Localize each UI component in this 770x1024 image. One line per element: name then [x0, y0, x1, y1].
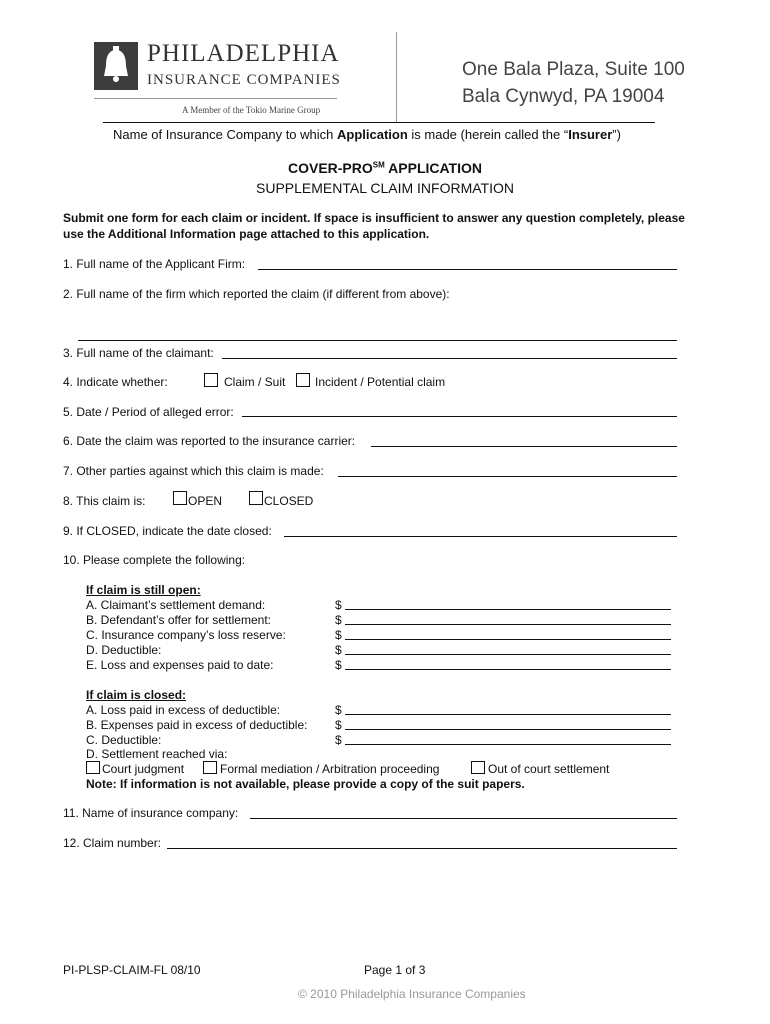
- closed-section-heading: If claim is closed:: [86, 688, 187, 702]
- q3-label: 3. Full name of the claimant:: [63, 346, 214, 360]
- incident-label: Incident / Potential claim: [315, 375, 446, 389]
- open-checkbox[interactable]: [173, 491, 187, 505]
- claim-suit-checkbox[interactable]: [204, 373, 218, 387]
- address-line1: One Bala Plaza, Suite 100: [462, 59, 685, 80]
- q7-field[interactable]: [338, 476, 677, 477]
- dollar-sign: $: [335, 628, 342, 642]
- q5-label: 5. Date / Period of alleged error:: [63, 405, 234, 419]
- q7-label: 7. Other parties against which this claim is made:: [63, 464, 324, 478]
- open-item-e: E. Loss and expenses paid to date:: [86, 658, 274, 672]
- open-amount-e-field[interactable]: [345, 669, 671, 670]
- open-item-d: D. Deductible:: [86, 643, 162, 657]
- form-title: COVER-PRO℠ APPLICATION: [287, 160, 483, 176]
- open-section-heading: If claim is still open:: [86, 583, 201, 597]
- open-item-c: C. Insurance company’s loss reserve:: [86, 628, 286, 642]
- q12-field[interactable]: [167, 848, 677, 849]
- closed-label: CLOSED: [264, 494, 314, 508]
- closed-amount-c-field[interactable]: [345, 744, 671, 745]
- claim-suit-label: Claim / Suit: [224, 375, 286, 389]
- dollar-sign: $: [335, 718, 342, 732]
- q1-field[interactable]: [258, 269, 677, 270]
- dollar-sign: $: [335, 643, 342, 657]
- dollar-sign: $: [335, 598, 342, 612]
- insurer-name-line[interactable]: [103, 122, 655, 123]
- court-judgment-checkbox[interactable]: [86, 761, 100, 774]
- q9-field[interactable]: [284, 536, 677, 537]
- out-of-court-checkbox[interactable]: [471, 761, 485, 774]
- logo-divider: [94, 98, 337, 99]
- q9-label: 9. If CLOSED, indicate the date closed:: [63, 524, 272, 538]
- q12-label: 12. Claim number:: [63, 836, 162, 850]
- q10-label: 10. Please complete the following:: [63, 553, 246, 567]
- form-subtitle: SUPPLEMENTAL CLAIM INFORMATION: [256, 180, 514, 196]
- closed-item-b: B. Expenses paid in excess of deductible:: [86, 718, 308, 732]
- q8-label: 8. This claim is:: [63, 494, 146, 508]
- closed-amount-b-field[interactable]: [345, 729, 671, 730]
- incident-checkbox[interactable]: [296, 373, 310, 387]
- logo-line2: INSURANCE COMPANIES: [147, 72, 341, 88]
- dollar-sign: $: [335, 658, 342, 672]
- q1-label: 1. Full name of the Applicant Firm:: [63, 257, 246, 271]
- note: Note: If information is not available, please provide a copy of the suit papers.: [86, 777, 525, 791]
- q6-label: 6. Date the claim was reported to the insurance carrier:: [63, 434, 356, 448]
- liberty-bell-icon: [94, 42, 138, 90]
- q3-field[interactable]: [222, 358, 677, 359]
- open-amount-b-field[interactable]: [345, 624, 671, 625]
- instructions: Submit one form for each claim or incident. If space is insufficient to answer any question completely, please use the Additional Information page attached to this application.: [63, 211, 685, 241]
- court-judgment-label: Court judgment: [102, 762, 185, 776]
- page-number: Page 1 of 3: [364, 963, 426, 977]
- open-amount-c-field[interactable]: [345, 639, 671, 640]
- q5-field[interactable]: [242, 416, 677, 417]
- insurer-caption: Name of Insurance Company to which Application is made (herein called the “Insurer”): [113, 127, 621, 142]
- address-line2: Bala Cynwyd, PA 19004: [462, 86, 665, 107]
- open-amount-a-field[interactable]: [345, 609, 671, 610]
- open-label: OPEN: [188, 494, 223, 508]
- form-id: PI-PLSP-CLAIM-FL 08/10: [63, 963, 201, 977]
- tagline: A Member of the Tokio Marine Group: [182, 105, 321, 115]
- q2-label: 2. Full name of the firm which reported the claim (if different from above):: [63, 287, 450, 301]
- out-of-court-label: Out of court settlement: [488, 762, 610, 776]
- q4-label: 4. Indicate whether:: [63, 375, 168, 389]
- copyright: © 2010 Philadelphia Insurance Companies: [298, 987, 526, 1001]
- logo-line1: PHILADELPHIA: [147, 40, 340, 67]
- q2-field[interactable]: [78, 340, 677, 341]
- q11-field[interactable]: [250, 818, 677, 819]
- dollar-sign: $: [335, 703, 342, 717]
- company-logo: [94, 42, 138, 90]
- closed-amount-a-field[interactable]: [345, 714, 671, 715]
- closed-item-d: D. Settlement reached via:: [86, 747, 228, 761]
- q6-field[interactable]: [371, 446, 677, 447]
- mediation-checkbox[interactable]: [203, 761, 217, 774]
- dollar-sign: $: [335, 733, 342, 747]
- mediation-label: Formal mediation / Arbitration proceeding: [220, 762, 440, 776]
- closed-item-a: A. Loss paid in excess of deductible:: [86, 703, 281, 717]
- closed-checkbox[interactable]: [249, 491, 263, 505]
- dollar-sign: $: [335, 613, 342, 627]
- closed-item-c: C. Deductible:: [86, 733, 162, 747]
- open-amount-d-field[interactable]: [345, 654, 671, 655]
- header-vertical-divider: [396, 32, 397, 122]
- open-item-a: A. Claimant’s settlement demand:: [86, 598, 266, 612]
- open-item-b: B. Defendant’s offer for settlement:: [86, 613, 271, 627]
- q11-label: 11. Name of insurance company:: [63, 806, 239, 820]
